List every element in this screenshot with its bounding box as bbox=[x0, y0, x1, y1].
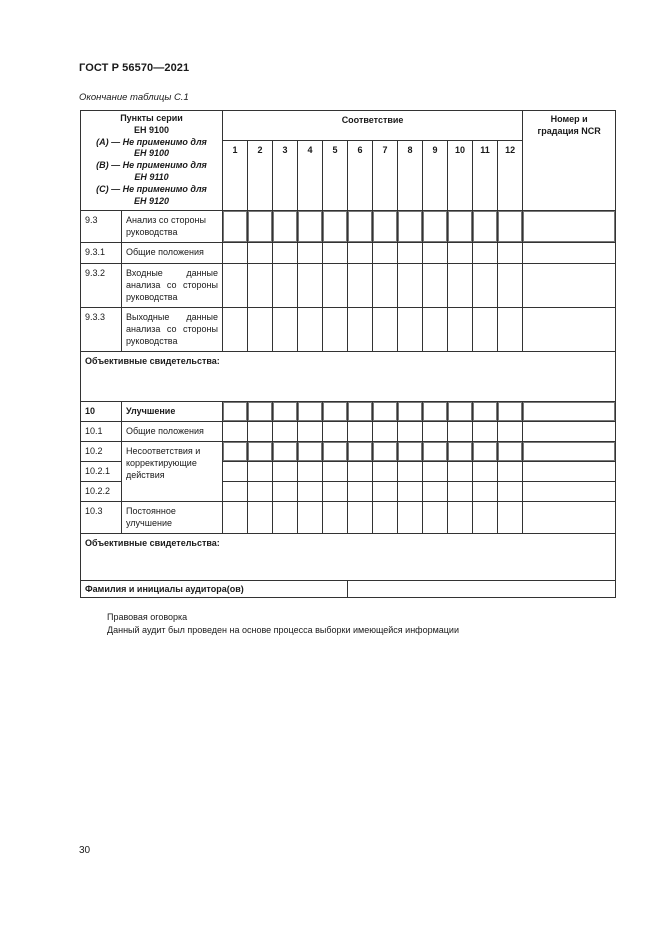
conformity-cell[interactable] bbox=[248, 442, 273, 462]
conformity-cell[interactable] bbox=[448, 422, 473, 442]
conformity-cell[interactable] bbox=[223, 243, 248, 264]
conformity-cell[interactable] bbox=[323, 422, 348, 442]
conformity-cell[interactable] bbox=[498, 211, 523, 243]
clause-id: 9.3.3 bbox=[81, 308, 122, 352]
ncr-cell[interactable] bbox=[523, 442, 616, 462]
conformity-cell[interactable] bbox=[273, 308, 298, 352]
conformity-cell[interactable] bbox=[448, 482, 473, 502]
conformity-cell[interactable] bbox=[398, 264, 423, 308]
conformity-cell[interactable] bbox=[248, 422, 273, 442]
conformity-cell[interactable] bbox=[223, 211, 248, 243]
ncr-cell[interactable] bbox=[523, 308, 616, 352]
table-row bbox=[81, 442, 616, 462]
conformity-cell[interactable] bbox=[248, 211, 273, 243]
conformity-col-number: 10 bbox=[448, 141, 473, 211]
clause-title: Постоянное улучшение bbox=[122, 502, 223, 534]
conformity-cell[interactable] bbox=[398, 462, 423, 482]
table-row bbox=[81, 502, 616, 534]
audit-table bbox=[80, 110, 616, 598]
conformity-cell[interactable] bbox=[323, 482, 348, 502]
clause-id: 10.2 bbox=[81, 442, 122, 462]
ncr-cell[interactable] bbox=[523, 502, 616, 534]
conformity-cell[interactable] bbox=[473, 462, 498, 482]
evidence-row bbox=[81, 534, 616, 581]
conformity-cell[interactable] bbox=[398, 422, 423, 442]
clause-id: 9.3.2 bbox=[81, 264, 122, 308]
conformity-cell[interactable] bbox=[473, 308, 498, 352]
conformity-cell[interactable] bbox=[273, 243, 298, 264]
conformity-cell[interactable] bbox=[323, 442, 348, 462]
clause-title: Несоответствия и корректирующие действия bbox=[122, 442, 223, 502]
clause-id: 10.1 bbox=[81, 422, 122, 442]
conformity-cell[interactable] bbox=[248, 243, 273, 264]
conformity-cell[interactable] bbox=[473, 402, 498, 422]
conformity-cell[interactable] bbox=[348, 442, 373, 462]
conformity-cell[interactable] bbox=[423, 211, 448, 243]
conformity-cell[interactable] bbox=[298, 402, 323, 422]
conformity-cell[interactable] bbox=[348, 502, 373, 534]
conformity-cell[interactable] bbox=[373, 462, 398, 482]
conformity-cell[interactable] bbox=[298, 422, 323, 442]
conformity-col-number: 6 bbox=[348, 141, 373, 211]
points-c-line1: (С) — Не применимо для bbox=[96, 183, 207, 194]
conformity-cell[interactable] bbox=[448, 243, 473, 264]
conformity-cell[interactable] bbox=[448, 308, 473, 352]
conformity-cell[interactable] bbox=[398, 402, 423, 422]
clause-id: 9.3 bbox=[81, 211, 122, 243]
conformity-cell[interactable] bbox=[248, 308, 273, 352]
table-row bbox=[81, 402, 616, 422]
conformity-cell[interactable] bbox=[223, 462, 248, 482]
ncr-cell[interactable] bbox=[523, 264, 616, 308]
evidence-field[interactable] bbox=[81, 534, 616, 581]
conformity-cell[interactable] bbox=[223, 482, 248, 502]
disclaimer-title: Правовая оговорка bbox=[107, 612, 188, 622]
conformity-cell[interactable] bbox=[323, 402, 348, 422]
conformity-cell[interactable] bbox=[373, 243, 398, 264]
table-row bbox=[81, 243, 616, 264]
conformity-cell[interactable] bbox=[298, 211, 323, 243]
conformity-cell[interactable] bbox=[373, 502, 398, 534]
conformity-cell[interactable] bbox=[423, 422, 448, 442]
conformity-cell[interactable] bbox=[398, 243, 423, 264]
conformity-cell[interactable] bbox=[423, 462, 448, 482]
clause-id: 10.2.1 bbox=[81, 462, 122, 482]
conformity-cell[interactable] bbox=[423, 243, 448, 264]
conformity-cell[interactable] bbox=[273, 402, 298, 422]
ncr-cell[interactable] bbox=[523, 243, 616, 264]
points-title-line2: ЕН 9100 bbox=[133, 124, 170, 135]
ncr-cell[interactable] bbox=[523, 422, 616, 442]
conformity-col-number: 5 bbox=[323, 141, 348, 211]
conformity-cell[interactable] bbox=[223, 442, 248, 462]
clause-id: 10.3 bbox=[81, 502, 122, 534]
clause-title: Общие положения bbox=[122, 243, 223, 264]
conformity-cell[interactable] bbox=[373, 442, 398, 462]
evidence-field[interactable] bbox=[81, 352, 616, 402]
legal-disclaimer bbox=[107, 611, 459, 637]
conformity-cell[interactable] bbox=[348, 243, 373, 264]
conformity-cell[interactable] bbox=[398, 502, 423, 534]
conformity-cell[interactable] bbox=[223, 308, 248, 352]
conformity-col-number: 8 bbox=[398, 141, 423, 211]
clause-title: Анализ со стороны руководства bbox=[122, 211, 223, 243]
conformity-col-number: 12 bbox=[498, 141, 523, 211]
conformity-cell[interactable] bbox=[298, 243, 323, 264]
conformity-cell[interactable] bbox=[298, 462, 323, 482]
conformity-cell[interactable] bbox=[248, 402, 273, 422]
conformity-header: Соответствие bbox=[223, 111, 523, 141]
conformity-cell[interactable] bbox=[473, 442, 498, 462]
conformity-cell[interactable] bbox=[398, 211, 423, 243]
conformity-cell[interactable] bbox=[498, 462, 523, 482]
conformity-cell[interactable] bbox=[273, 211, 298, 243]
ncr-cell[interactable] bbox=[523, 482, 616, 502]
conformity-cell[interactable] bbox=[348, 422, 373, 442]
conformity-cell[interactable] bbox=[373, 308, 398, 352]
conformity-cell[interactable] bbox=[273, 482, 298, 502]
conformity-cell[interactable] bbox=[373, 211, 398, 243]
conformity-cell[interactable] bbox=[373, 402, 398, 422]
evidence-row bbox=[81, 352, 616, 402]
conformity-col-number: 1 bbox=[223, 141, 248, 211]
conformity-cell[interactable] bbox=[323, 462, 348, 482]
points-a-line1: (А) — Не применимо для bbox=[96, 136, 207, 147]
conformity-cell[interactable] bbox=[348, 308, 373, 352]
conformity-cell[interactable] bbox=[323, 264, 348, 308]
conformity-cell[interactable] bbox=[348, 482, 373, 502]
disclaimer-text: Данный аудит был проведен на основе процесса выборки имеющейся информации bbox=[107, 625, 459, 635]
conformity-cell[interactable] bbox=[323, 308, 348, 352]
conformity-cell[interactable] bbox=[273, 264, 298, 308]
conformity-cell[interactable] bbox=[423, 264, 448, 308]
conformity-cell[interactable] bbox=[323, 502, 348, 534]
points-column-header bbox=[81, 111, 223, 211]
conformity-cell[interactable] bbox=[298, 482, 323, 502]
conformity-cell[interactable] bbox=[448, 502, 473, 534]
ncr-header-line1: Номер и bbox=[550, 114, 588, 124]
conformity-cell[interactable] bbox=[498, 422, 523, 442]
points-title-line1: Пункты серии bbox=[120, 113, 183, 123]
conformity-col-number: 11 bbox=[473, 141, 498, 211]
conformity-cell[interactable] bbox=[223, 502, 248, 534]
conformity-cell[interactable] bbox=[273, 462, 298, 482]
conformity-cell[interactable] bbox=[498, 502, 523, 534]
points-c-line2: ЕН 9120 bbox=[133, 195, 170, 206]
points-b-line1: (В) — Не применимо для bbox=[96, 160, 207, 171]
conformity-cell[interactable] bbox=[273, 502, 298, 534]
conformity-cell[interactable] bbox=[373, 264, 398, 308]
conformity-col-number: 2 bbox=[248, 141, 273, 211]
clause-title: Входные данные анализа со стороны руководства bbox=[122, 264, 223, 308]
conformity-cell[interactable] bbox=[298, 308, 323, 352]
points-b-line2: ЕН 9110 bbox=[134, 171, 169, 182]
document-header: ГОСТ Р 56570—2021 bbox=[79, 62, 190, 74]
conformity-col-number: 4 bbox=[298, 141, 323, 211]
conformity-cell[interactable] bbox=[473, 264, 498, 308]
conformity-cell[interactable] bbox=[423, 308, 448, 352]
conformity-cell[interactable] bbox=[298, 264, 323, 308]
ncr-header-line2: градация NCR bbox=[537, 125, 601, 136]
conformity-cell[interactable] bbox=[448, 211, 473, 243]
conformity-cell[interactable] bbox=[498, 442, 523, 462]
page-number: 30 bbox=[79, 845, 91, 856]
conformity-cell[interactable] bbox=[398, 442, 423, 462]
conformity-cell[interactable] bbox=[323, 211, 348, 243]
conformity-cell[interactable] bbox=[498, 482, 523, 502]
ncr-cell[interactable] bbox=[523, 211, 616, 243]
conformity-cell[interactable] bbox=[348, 402, 373, 422]
ncr-cell[interactable] bbox=[523, 402, 616, 422]
ncr-header bbox=[523, 111, 616, 211]
conformity-cell[interactable] bbox=[348, 264, 373, 308]
conformity-cell[interactable] bbox=[498, 264, 523, 308]
conformity-cell[interactable] bbox=[473, 243, 498, 264]
evidence-label: Объективные свидетельства: bbox=[85, 538, 220, 548]
conformity-cell[interactable] bbox=[298, 502, 323, 534]
clause-title: Общие положения bbox=[122, 422, 223, 442]
clause-title: Улучшение bbox=[122, 402, 223, 422]
table-row bbox=[81, 264, 616, 308]
clause-id: 10 bbox=[81, 402, 122, 422]
conformity-cell[interactable] bbox=[448, 442, 473, 462]
conformity-cell[interactable] bbox=[473, 422, 498, 442]
conformity-cell[interactable] bbox=[473, 211, 498, 243]
conformity-cell[interactable] bbox=[473, 502, 498, 534]
conformity-cell[interactable] bbox=[398, 308, 423, 352]
conformity-cell[interactable] bbox=[423, 442, 448, 462]
conformity-cell[interactable] bbox=[248, 264, 273, 308]
conformity-cell[interactable] bbox=[223, 402, 248, 422]
conformity-cell[interactable] bbox=[423, 402, 448, 422]
conformity-cell[interactable] bbox=[423, 482, 448, 502]
conformity-cell[interactable] bbox=[248, 482, 273, 502]
conformity-cell[interactable] bbox=[273, 442, 298, 462]
conformity-cell[interactable] bbox=[423, 502, 448, 534]
clause-id: 9.3.1 bbox=[81, 243, 122, 264]
conformity-cell[interactable] bbox=[473, 482, 498, 502]
conformity-cell[interactable] bbox=[298, 442, 323, 462]
conformity-cell[interactable] bbox=[448, 402, 473, 422]
conformity-col-number: 9 bbox=[423, 141, 448, 211]
evidence-label: Объективные свидетельства: bbox=[85, 356, 220, 366]
table-row bbox=[81, 211, 616, 243]
conformity-cell[interactable] bbox=[498, 402, 523, 422]
conformity-cell[interactable] bbox=[373, 422, 398, 442]
ncr-cell[interactable] bbox=[523, 462, 616, 482]
conformity-cell[interactable] bbox=[498, 243, 523, 264]
table-row bbox=[81, 422, 616, 442]
conformity-cell[interactable] bbox=[373, 482, 398, 502]
clause-id: 10.2.2 bbox=[81, 482, 122, 502]
conformity-cell[interactable] bbox=[223, 264, 248, 308]
conformity-cell[interactable] bbox=[348, 462, 373, 482]
conformity-cell[interactable] bbox=[248, 462, 273, 482]
conformity-cell[interactable] bbox=[498, 308, 523, 352]
auditor-name-field[interactable] bbox=[348, 581, 616, 598]
conformity-cell[interactable] bbox=[448, 264, 473, 308]
conformity-cell[interactable] bbox=[398, 482, 423, 502]
clause-title: Выходные данные анализа со стороны руководства bbox=[122, 308, 223, 352]
table-row bbox=[81, 308, 616, 352]
conformity-cell[interactable] bbox=[273, 422, 298, 442]
conformity-cell[interactable] bbox=[248, 502, 273, 534]
conformity-cell[interactable] bbox=[448, 462, 473, 482]
conformity-cell[interactable] bbox=[348, 211, 373, 243]
auditor-label: Фамилия и инициалы аудитора(ов) bbox=[81, 581, 348, 598]
conformity-col-number: 3 bbox=[273, 141, 298, 211]
conformity-cell[interactable] bbox=[323, 243, 348, 264]
points-a-line2: ЕН 9100 bbox=[133, 148, 170, 159]
auditor-row bbox=[81, 581, 616, 598]
conformity-cell[interactable] bbox=[223, 422, 248, 442]
table-caption: Окончание таблицы С.1 bbox=[79, 92, 189, 103]
conformity-col-number: 7 bbox=[373, 141, 398, 211]
